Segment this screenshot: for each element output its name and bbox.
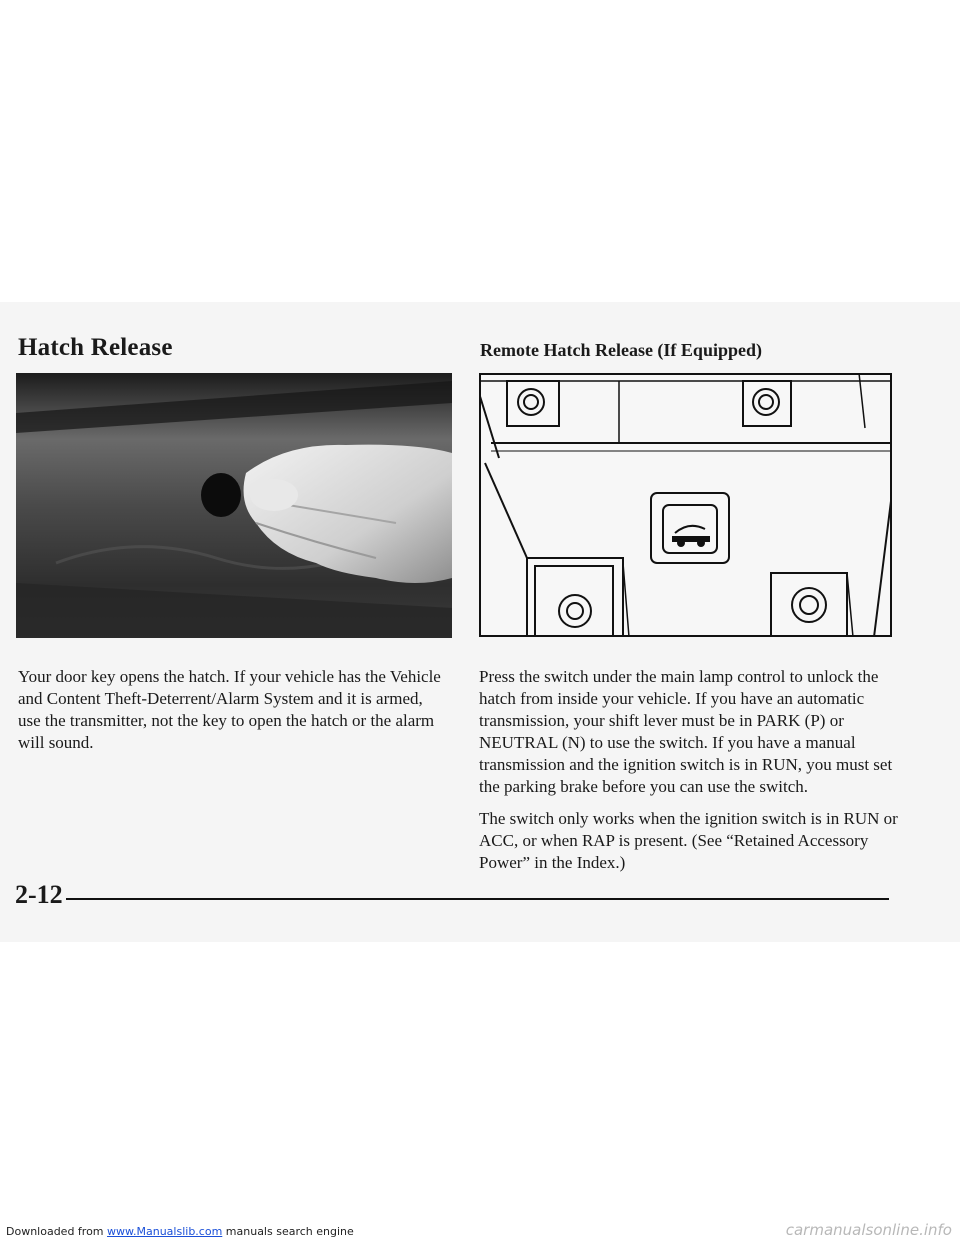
section-heading: Hatch Release xyxy=(18,334,173,361)
switch-condition-text: The switch only works when the ignition switch is in RUN or ACC, or when RAP is present. (See “Retained Accessory Power” in the Index.) xyxy=(479,809,898,872)
manualslib-link[interactable]: www.Manualslib.com xyxy=(107,1225,223,1238)
page-number: 2-12 xyxy=(15,880,63,909)
remote-hatch-switch-diagram xyxy=(479,373,892,637)
remote-release-text: Press the switch under the main lamp control to unlock the hatch from inside your vehicle. If you have an automatic transmission, your shift lever must be in PARK (P) or NEUTRAL (N) to use the switch. If you have a manual transmission and the ignition switch is in RUN, you must set the parking brake before you can use the switch. xyxy=(479,667,893,796)
hatch-release-text: Your door key opens the hatch. If your vehicle has the Vehicle and Content Theft-Deterrent/Alarm System and it is armed, use the transmitter, not the key to open the hatch or the alarm will sound. xyxy=(18,667,441,752)
download-source-line xyxy=(6,1225,354,1238)
source-prefix: Downloaded from xyxy=(6,1225,108,1238)
source-suffix: manuals search engine xyxy=(222,1225,354,1238)
footer-rule xyxy=(66,898,889,900)
site-watermark: carmanualsonline.info xyxy=(785,1221,952,1239)
hatch-key-photo xyxy=(16,373,452,638)
subsection-heading: Remote Hatch Release (If Equipped) xyxy=(480,340,762,360)
